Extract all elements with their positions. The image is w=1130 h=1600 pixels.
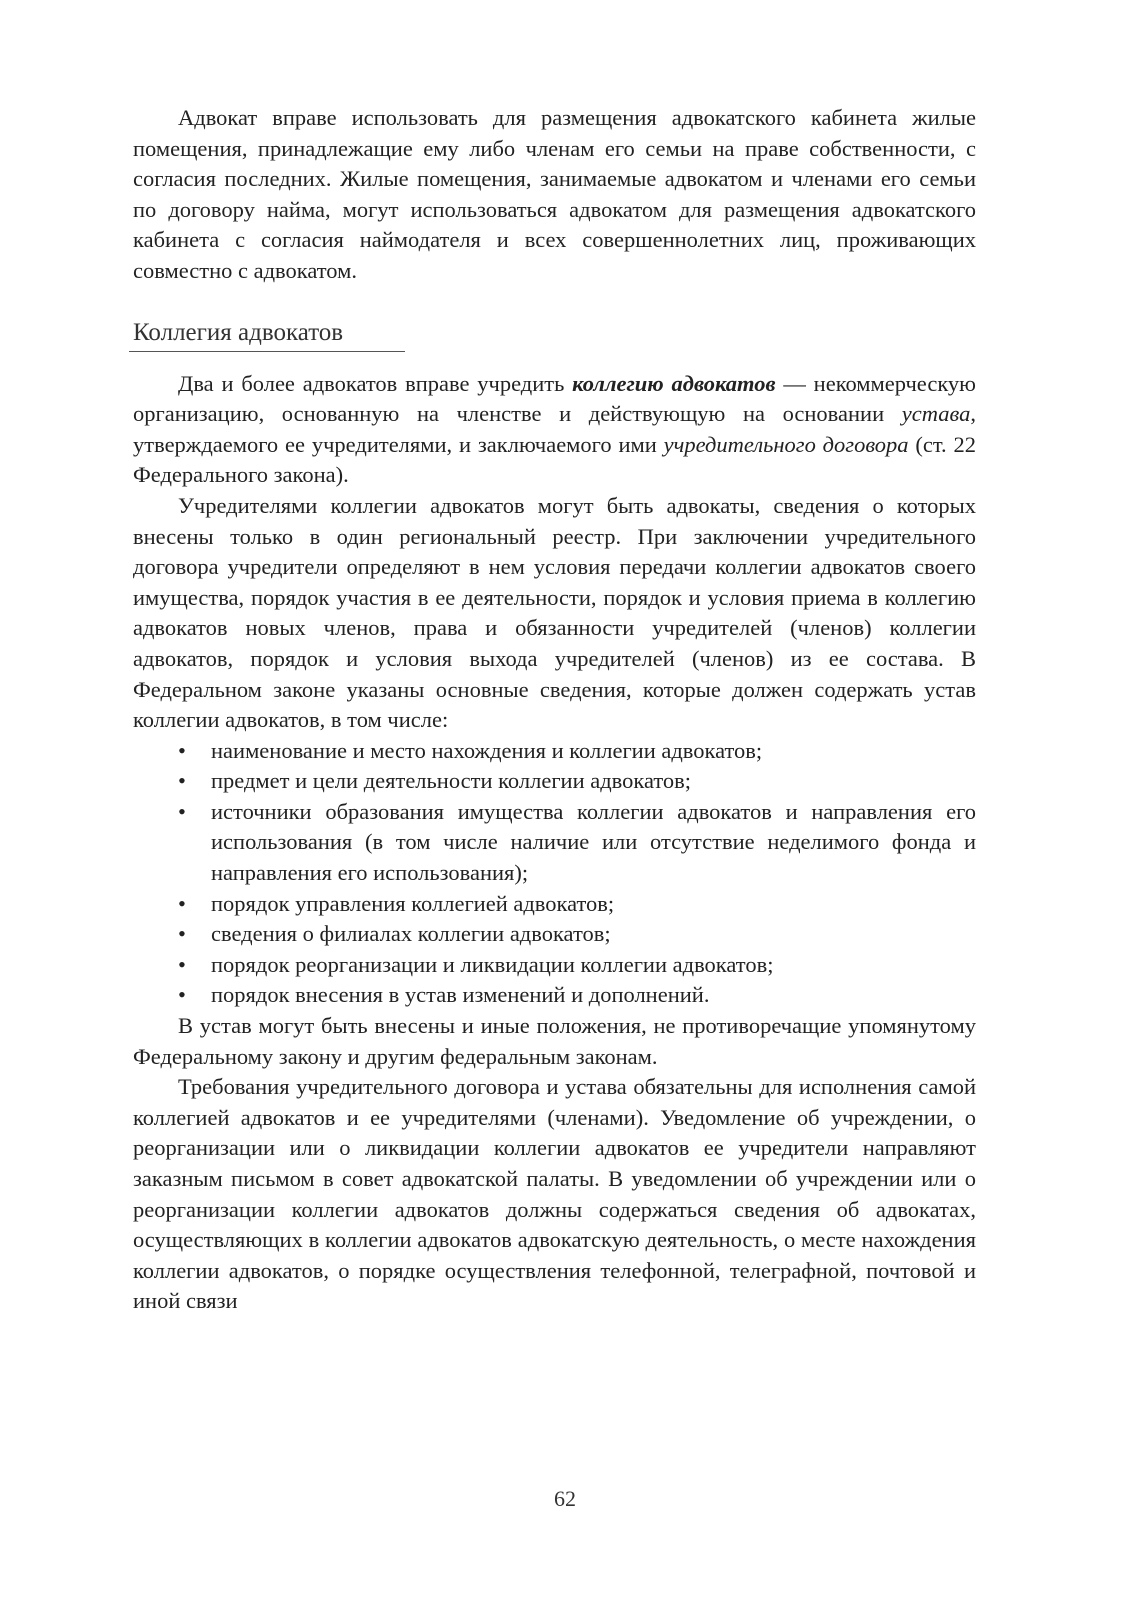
list-item bbox=[133, 980, 976, 1011]
bullet-icon: • bbox=[178, 798, 186, 824]
list-item-text: наименование и место нахождения и коллегии адвокатов; bbox=[211, 737, 763, 763]
list-item-text: порядок реорганизации и ликвидации коллегии адвокатов; bbox=[211, 951, 774, 977]
list-item-text: источники образования имущества коллегии адвокатов и направления его использования (в том числе наличие или отсутствие неделимого фонда и направления его использования); bbox=[211, 798, 976, 886]
text-segment: Два и более адвокатов вправе учредить bbox=[178, 370, 573, 396]
intro-paragraph: Адвокат вправе использовать для размещения адвокатского кабинета жилые помещения, принадлежащие ему либо членам его семьи на праве собственности, с согласия последних. Жилые помещения, занимаемые адвокатом и членами его семьи по договору найма, могут использоваться адвокатом для размещения адвокатского кабинета с согласия наймодателя и всех совершеннолетних лиц, проживающих совместно с адвокатом. bbox=[133, 105, 976, 283]
term-founding-agreement: учредительного договора bbox=[663, 431, 909, 457]
section-heading: Коллегия адвокатов bbox=[133, 318, 344, 346]
paragraph-founders: Учредителями коллегии адвокатов могут быть адвокаты, сведения о которых внесены только в один региональный реестр. При заключении учредительного договора учредители определяют в нем условия передачи коллегии адвокатов своего имущества, порядок участия в ее деятельности, порядок и условия приема в коллегию адвокатов новых членов, права и обязанности учредителей (членов) коллегии адвокатов, порядок и условия выхода учредителей (членов) из ее состава. В Федеральном законе указаны основные сведения, которые должен содержать устав коллегии адвокатов, в том числе: bbox=[133, 492, 976, 733]
bullet-icon: • bbox=[178, 768, 186, 794]
list-item bbox=[133, 766, 976, 797]
term-collegium: коллегию адвокатов bbox=[572, 370, 776, 396]
list-item-text: предмет и цели деятельности коллегии адвокатов; bbox=[211, 768, 692, 794]
paragraph-collegium-definition bbox=[133, 369, 976, 491]
paragraph-requirements: Требования учредительного договора и устава обязательны для исполнения самой коллегией адвокатов и ее учредителями (членами). Уведомление об учреждении, о реорганизации или о ликвидации коллегии адвокатов ее учредители направляют заказным письмом в совет адвокатской палаты. В уведомлении об учреждении или о реорганизации коллегии адвокатов должны содержаться сведения об адвокатах, осуществляющих в коллегии адвокатов адвокатскую деятельность, о месте нахождения коллегии адвокатов, о порядке осуществления телефонной, телеграфной, почтовой и иной связи bbox=[133, 1074, 976, 1314]
page-number: 62 bbox=[554, 1486, 576, 1511]
bullet-icon: • bbox=[178, 890, 186, 916]
list-item-text: порядок управления коллегией адвокатов; bbox=[211, 890, 615, 916]
list-item bbox=[133, 889, 976, 920]
list-item bbox=[133, 736, 976, 767]
charter-contents-list bbox=[133, 736, 976, 1011]
list-item-text: порядок внесения в устав изменений и дополнений. bbox=[211, 982, 710, 1008]
list-item bbox=[133, 919, 976, 950]
bullet-icon: • bbox=[178, 951, 186, 977]
list-item bbox=[133, 950, 976, 981]
heading-underline bbox=[129, 351, 405, 352]
paragraph-other-provisions: В устав могут быть внесены и иные положения, не противоречащие упомянутому Федеральному закону и другим федеральным законам. bbox=[133, 1013, 976, 1069]
list-item bbox=[133, 797, 976, 889]
bullet-icon: • bbox=[178, 737, 186, 763]
text-segment: — некоммерческую организацию, основанную на членстве и действующую на основании bbox=[133, 370, 976, 427]
text-segment: (ст. 22 Федерального закона). bbox=[133, 431, 977, 488]
term-charter: устава bbox=[901, 401, 971, 427]
text-segment: , утверждаемого ее учредителями, и заключаемого ими bbox=[133, 401, 976, 457]
bullet-icon: • bbox=[178, 982, 186, 1008]
bullet-icon: • bbox=[178, 921, 186, 947]
list-item-text: сведения о филиалах коллегии адвокатов; bbox=[211, 921, 611, 947]
page-body bbox=[133, 103, 976, 1317]
